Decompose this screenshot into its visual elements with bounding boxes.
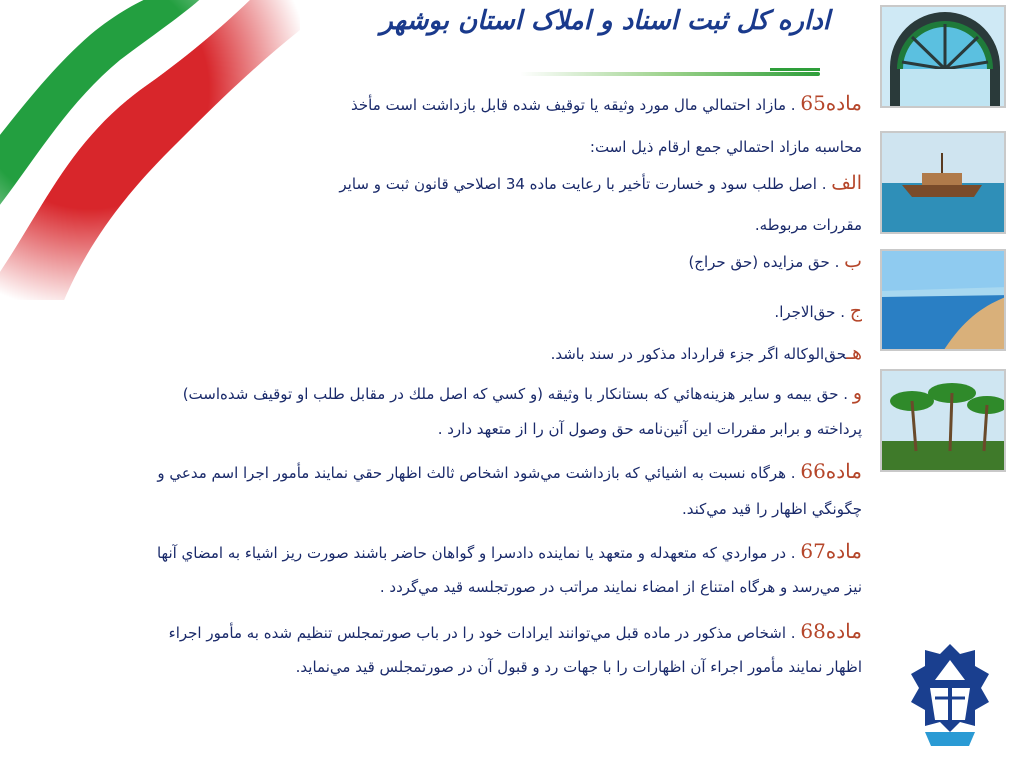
line-text: حق‌الوکاله اگر جزء قرارداد مذکور در سند باشد. [550, 345, 847, 363]
text-line [380, 574, 862, 600]
line-text: اصل طلب سود و خسارت تأخير با رعايت ماده 34 اصلاحي قانون ثبت و ساير [339, 175, 817, 193]
thumbnail-boat [880, 131, 1006, 234]
text-line: ب . حق مزايده (حق حراج) [688, 250, 862, 272]
line-text: حق بيمه و ساير هزينه‌هائي که بستانکار با وثيقه (و کسي که اصل ملك در مقابل طلب او توقيف شده‌است) [182, 385, 839, 403]
text-line [551, 340, 862, 367]
thumbnail-window-arch [880, 5, 1006, 108]
line-text: اشخاص مذکور در ماده قبل مي‌توانند ايرادات خود را در باب صورتمجلس تنظيم شده به مأمور اجراء [168, 624, 787, 642]
article-label: ماده67 [800, 539, 862, 563]
line-text: محاسبه مازاد احتمالي جمع ارقام ذيل است: [589, 138, 862, 156]
line-text: نيز مي‌رسد و هرگاه امتناع از امضاء نمايند مراتب در صورتجلسه قيد مي‌گردد . [379, 578, 862, 596]
text-line [755, 212, 862, 238]
clause-label: ب [844, 250, 862, 272]
page-title: اداره کل ثبت اسناد و املاک استان بوشهر [380, 6, 830, 36]
title-underline [520, 72, 820, 76]
registration-organization-logo [905, 640, 995, 752]
line-text: مقررات مربوطه. [754, 216, 862, 234]
clause-label: و [852, 382, 862, 404]
text-line: ماده68 . اشخاص مذکور در ماده قبل مي‌توانند ايرادات خود را در باب صورتمجلس تنظيم شده به مأمور اجراء [168, 619, 862, 643]
thumbnail-palm-trees [880, 369, 1006, 472]
scales-logo-icon [905, 640, 995, 752]
line-text: در مواردي که متعهدله و متعهد يا نماينده دادسرا و گواهان حاضر باشند صورت ريز اشياء به امضاي آنها [156, 544, 787, 562]
text-line: ماده67 . در مواردي که متعهدله و متعهد يا نماينده دادسرا و گواهان حاضر باشند صورت ريز اشياء به امضاي آنها [156, 539, 862, 563]
line-text: پرداخته و برابر مقررات اين آئين‌نامه حق وصول آن را از متعهد دارد . [437, 420, 862, 438]
article-label: ماده65 [800, 91, 862, 115]
clause-label: ج [849, 300, 862, 322]
text-line [682, 496, 862, 522]
text-line [590, 134, 862, 160]
title-underline-accent [770, 68, 820, 71]
clause-label: الف [831, 172, 862, 194]
line-text: هرگاه نسبت به اشيائي که بازداشت مي‌شود اشخاص ثالث اظهار حقي نمايند مأمور اجرا اسم مدعي و [157, 464, 787, 482]
line-text: اظهار نمايند مأمور اجراء آن اظهارات را با جهات رد و قبول آن در صورتمجلس قيد مي‌نمايد. [295, 658, 862, 676]
line-text: چگونگي اظهار را قيد مي‌کند. [682, 500, 862, 518]
article-label: ماده68 [800, 619, 862, 643]
line-text: مازاد احتمالي مال مورد وثيقه يا توقيف شده قابل بازداشت است مأخذ [351, 96, 787, 114]
text-line: ماده66 . هرگاه نسبت به اشيائي که بازداشت مي‌شود اشخاص ثالث اظهار حقي نمايند مأمور اجرا اسم مدعي و [157, 459, 862, 483]
iran-flag-decoration [0, 0, 300, 300]
text-line [438, 416, 862, 442]
text-line: الف . اصل طلب سود و خسارت تأخير با رعايت ماده 34 اصلاحي قانون ثبت و ساير [339, 172, 862, 194]
clause-label: هـ [846, 342, 862, 364]
text-line: ج . حق‌الاجرا. [774, 300, 862, 322]
line-text: حق مزايده (حق حراج) [688, 253, 830, 271]
thumbnail-beach [880, 249, 1006, 351]
flag-fade-overlay [0, 0, 300, 300]
text-line [296, 654, 862, 680]
text-line: و . حق بيمه و ساير هزينه‌هائي که بستانکار با وثيقه (و کسي که اصل ملك در مقابل طلب او توقيف شده‌است) [182, 382, 862, 404]
article-label: ماده66 [800, 459, 862, 483]
line-text: حق‌الاجرا. [774, 303, 836, 321]
text-line: ماده65 . مازاد احتمالي مال مورد وثيقه يا توقيف شده قابل بازداشت است مأخذ [351, 91, 862, 115]
